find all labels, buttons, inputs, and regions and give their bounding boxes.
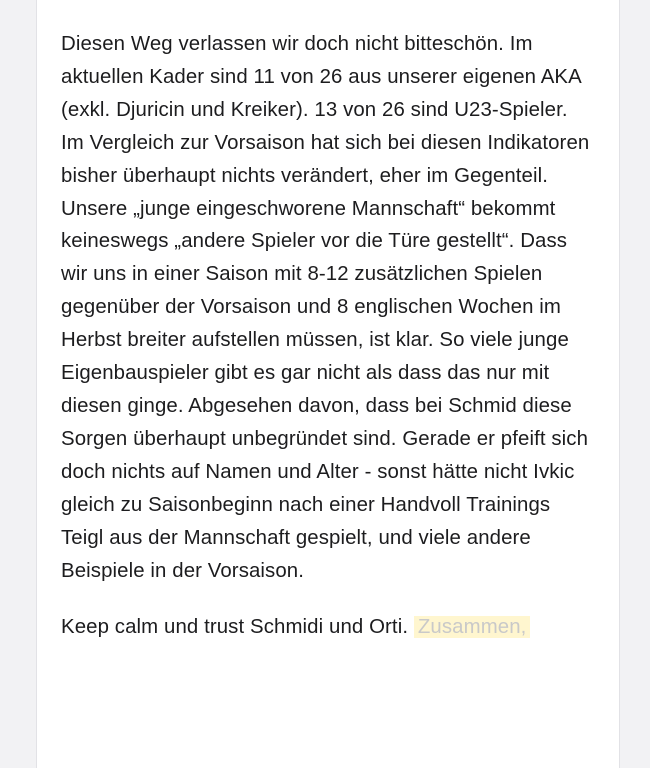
- closing-text: Keep calm und trust Schmidi und Orti.: [61, 616, 409, 639]
- faded-highlight-text: Zusammen,: [414, 616, 531, 638]
- post-paragraph: Diesen Weg verlassen wir doch nicht bitteschön. Im aktuellen Kader sind 11 von 26 aus unserer eigenen AKA (exkl. Djuricin und Kreiker). 13 von 26 sind U23-Spieler. Im Vergleich zur Vorsaison hat sich bei diesen Indikatoren bisher überhaupt nichts verändert, eher im Gegenteil. Unsere „junge eingeschworene Mannschaft“ bekommt keineswegs „andere Spieler vor die Türe gestellt“. Dass wir uns in einer Saison mit 8-12 zusätzlichen Spielen gegenüber der Vorsaison und 8 englischen Wochen im Herbst breiter aufstellen müssen, ist klar. So viele junge Eigenbauspieler gibt es gar nicht als dass das nur mit diesen ginge. Abgesehen davon, dass bei Schmid diese Sorgen überhaupt unbegründet sind. Gerade er pfeift sich doch nichts auf Namen und Alter - sonst hätte nicht Ivkic gleich zu Saisonbeginn nach einer Handvoll Trainings Teigl aus der Mannschaft gespielt, und viele andere Beispiele in der Vorsaison.: [61, 33, 590, 582]
- post-body: [61, 28, 596, 644]
- post-closing-line: [61, 611, 596, 644]
